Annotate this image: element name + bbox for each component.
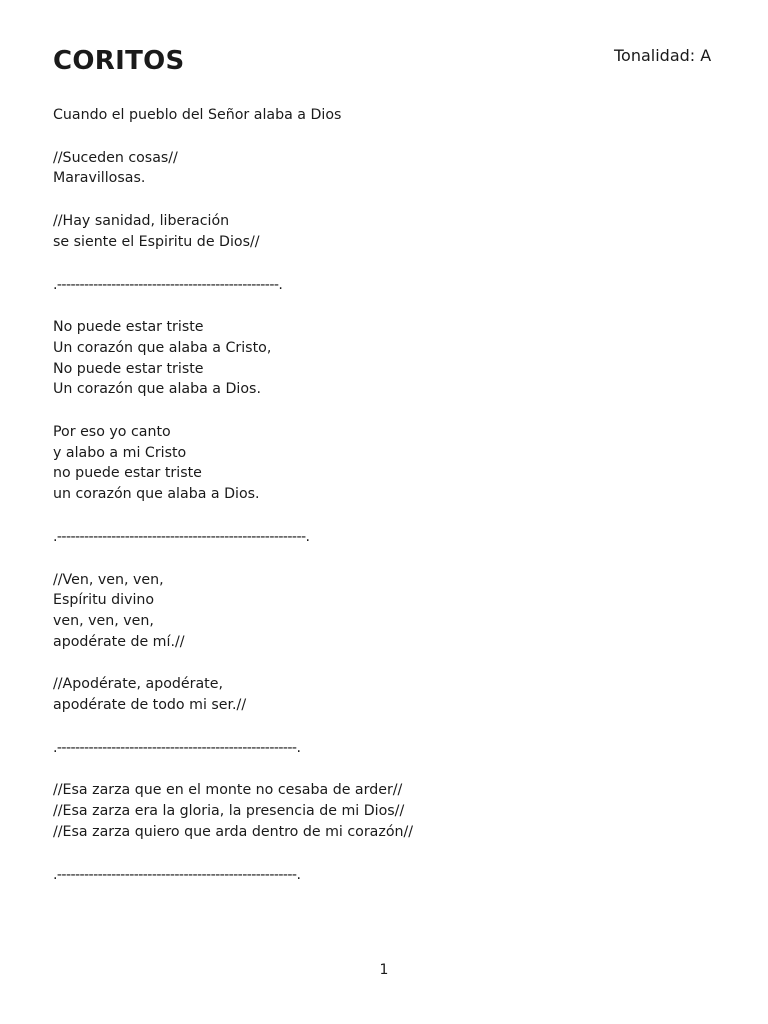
lyric-line: No puede estar triste [53, 319, 204, 336]
lyric-line: //Hay sanidad, liberación [53, 213, 230, 230]
stanza [53, 148, 713, 189]
stanza [53, 105, 713, 126]
lyric-line: No puede estar triste [53, 360, 204, 377]
divider-line: .-----------------------------------------------------. [53, 866, 301, 883]
page-title: CORITOS [53, 46, 185, 76]
lyric-line: Cuando el pueblo del Señor alaba a Dios [53, 107, 342, 123]
lyric-line: //Esa zarza era la gloria, la presencia de mi Dios// [53, 803, 405, 820]
lyric-line: //Esa zarza quiero que arda dentro de mi corazón// [53, 823, 414, 840]
stanza [53, 211, 713, 252]
lyric-line: apodérate de mí.// [53, 633, 185, 650]
stanza [53, 317, 713, 400]
divider-line: .-----------------------------------------------------. [53, 739, 301, 756]
lyric-line: Maravillosas. [53, 170, 146, 187]
stanza [53, 422, 713, 505]
lyric-line: un corazón que alaba a Dios. [53, 486, 260, 503]
section-divider [53, 738, 713, 759]
lyric-line: Un corazón que alaba a Cristo, [53, 339, 272, 356]
lyrics-body [53, 105, 713, 885]
lyric-line: //Esa zarza que en el monte no cesaba de arder// [53, 782, 403, 799]
lyric-line: no puede estar triste [53, 465, 202, 482]
stanza [53, 780, 713, 842]
lyric-line: Por eso yo canto [53, 424, 171, 441]
lyric-line: y alabo a mi Cristo [53, 444, 187, 461]
section-divider [53, 275, 713, 296]
lyric-line: ven, ven, ven, [53, 612, 154, 629]
lyric-line: apodérate de todo mi ser.// [53, 697, 247, 714]
section-divider [53, 865, 713, 886]
lyric-line: Espíritu divino [53, 592, 155, 609]
lyric-line: //Ven, ven, ven, [53, 571, 164, 588]
section-divider [53, 527, 713, 548]
lyric-line: //Suceden cosas// [53, 149, 178, 166]
page-number: 1 [379, 962, 389, 978]
lyric-line: se siente el Espiritu de Dios// [53, 233, 260, 250]
key-label: Tonalidad: A [614, 46, 712, 65]
lyric-line: //Apodérate, apodérate, [53, 676, 223, 693]
lyric-line: Un corazón que alaba a Dios. [53, 381, 261, 398]
stanza [53, 674, 713, 715]
stanza [53, 570, 713, 653]
divider-line: .-------------------------------------------------. [53, 276, 283, 293]
divider-line: .-------------------------------------------------------. [53, 528, 310, 545]
